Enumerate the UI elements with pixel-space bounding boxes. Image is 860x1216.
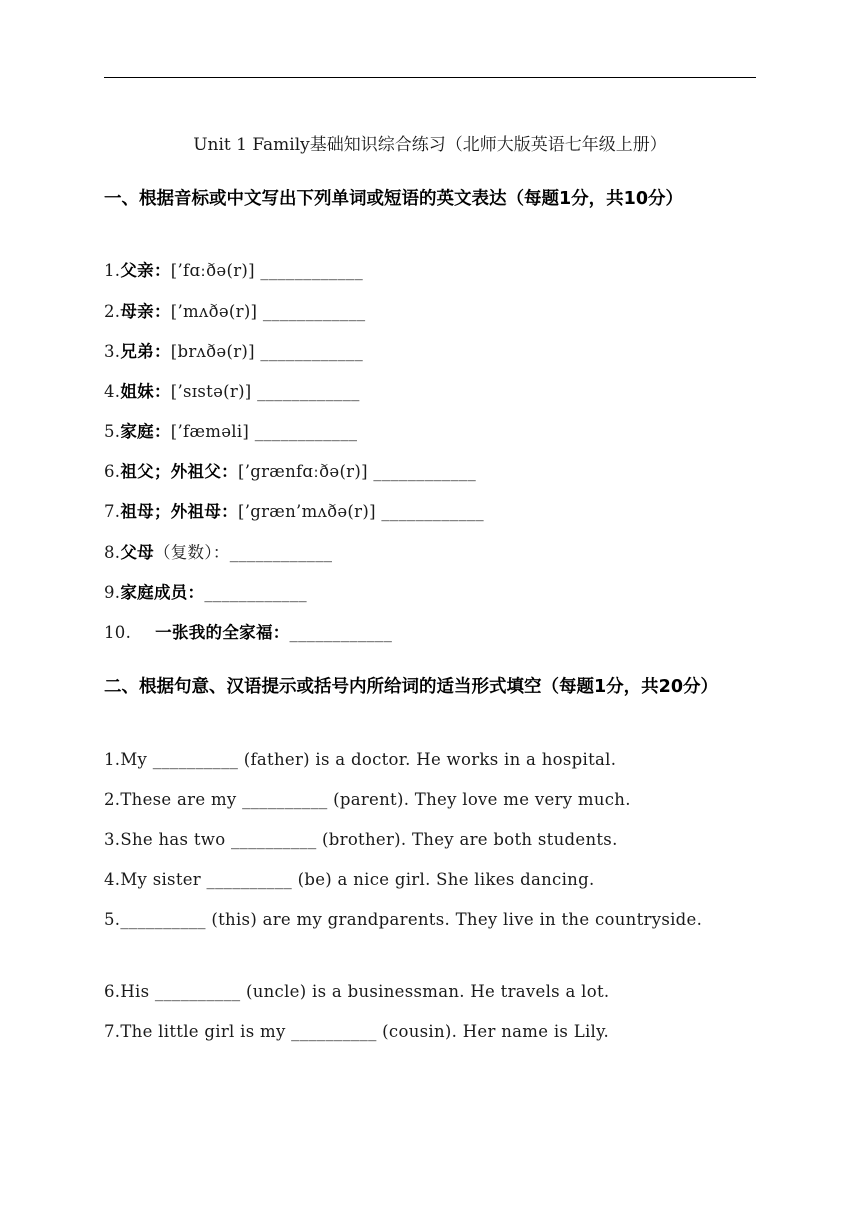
item-chinese: 祖父；外祖父： [120, 462, 238, 481]
fill-blank-item [104, 785, 756, 815]
item-number: 5. [104, 422, 121, 441]
item-phonetic-blank: [’mʌðə(r)] ____________ [170, 302, 366, 321]
item-chinese: 祖母；外祖母： [120, 502, 238, 521]
item-number: 6. [104, 462, 121, 481]
item-number: 2. [104, 790, 121, 809]
item-sentence: These are my __________ (parent). They love me very much. [120, 790, 631, 809]
vocab-item [104, 538, 756, 568]
document-title: Unit 1 Family基础知识综合练习（北师大版英语七年级上册） [193, 135, 667, 155]
item-sentence: His __________ (uncle) is a businessman. He travels a lot. [120, 982, 610, 1001]
item-blank: ____________ [204, 583, 307, 602]
item-chinese: 家庭成员： [120, 583, 205, 602]
item-number: 8. [104, 543, 121, 562]
item-number: 6. [104, 982, 121, 1001]
item-phonetic-blank: [’fæməli] ____________ [170, 422, 358, 441]
item-sentence: My __________ (father) is a doctor. He works in a hospital. [120, 750, 617, 769]
item-number: 3. [104, 830, 121, 849]
item-chinese: 一张我的全家福： [155, 623, 290, 642]
vocab-item [104, 457, 756, 487]
section1-heading: 一、根据音标或中文写出下列单词或短语的英文表达（每题1分，共10分） [104, 189, 684, 209]
vocab-item [104, 377, 756, 407]
item-chinese: 姐妹： [120, 382, 171, 401]
item-phonetic-blank: [brʌðə(r)] ____________ [170, 342, 364, 361]
vocab-item [104, 578, 756, 608]
item-number: 3. [104, 342, 121, 361]
item-chinese-note: （复数）： [153, 543, 230, 562]
item-number: 5. [104, 910, 121, 929]
item-sentence: My sister __________ (be) a nice girl. She likes dancing. [120, 870, 595, 889]
vocab-item [104, 497, 756, 527]
item-blank: ____________ [289, 623, 393, 642]
section2-heading: 二、根据句意、汉语提示或括号内所给词的适当形式填空（每题1分，共20分） [104, 677, 719, 697]
item-number: 4. [104, 870, 121, 889]
item-chinese: 父亲： [120, 261, 171, 280]
item-chinese: 家庭： [120, 422, 171, 441]
item-phonetic-blank: [’græn’mʌðə(r)] ____________ [237, 502, 484, 521]
vocab-item [104, 618, 756, 648]
vocab-item [104, 337, 756, 367]
item-chinese: 母亲： [120, 302, 171, 321]
item-sentence: The little girl is my __________ (cousin). Her name is Lily. [120, 1022, 610, 1041]
item-sentence: She has two __________ (brother). They are both students. [120, 830, 618, 849]
fill-blank-item [104, 1017, 756, 1047]
item-phonetic-blank: [’sɪstə(r)] ____________ [170, 382, 360, 401]
item-phonetic-blank: [’grænfɑːðə(r)] ____________ [237, 462, 476, 481]
vocab-item [104, 256, 756, 286]
fill-blank-item [104, 745, 756, 775]
item-number: 7. [104, 502, 121, 521]
vocab-item [104, 297, 756, 327]
item-number: 1. [104, 750, 121, 769]
fill-blank-item [104, 865, 756, 895]
item-number: 2. [104, 302, 121, 321]
header-rule [104, 77, 756, 78]
item-number: 10. [104, 623, 132, 642]
fill-blank-item [104, 825, 756, 855]
item-number: 7. [104, 1022, 121, 1041]
item-phonetic-blank: [’fɑːðə(r)] ____________ [170, 261, 364, 280]
vocab-item [104, 417, 756, 447]
item-sentence: __________ (this) are my grandparents. They live in the countryside. [120, 910, 703, 929]
item-number: 1. [104, 261, 121, 280]
item-number: 4. [104, 382, 121, 401]
item-number: 9. [104, 583, 121, 602]
item-chinese: 兄弟： [120, 342, 171, 361]
item-chinese: 父母 [120, 543, 154, 562]
fill-blank-item [104, 905, 725, 935]
item-blank: ____________ [229, 543, 333, 562]
fill-blank-item [104, 977, 756, 1007]
